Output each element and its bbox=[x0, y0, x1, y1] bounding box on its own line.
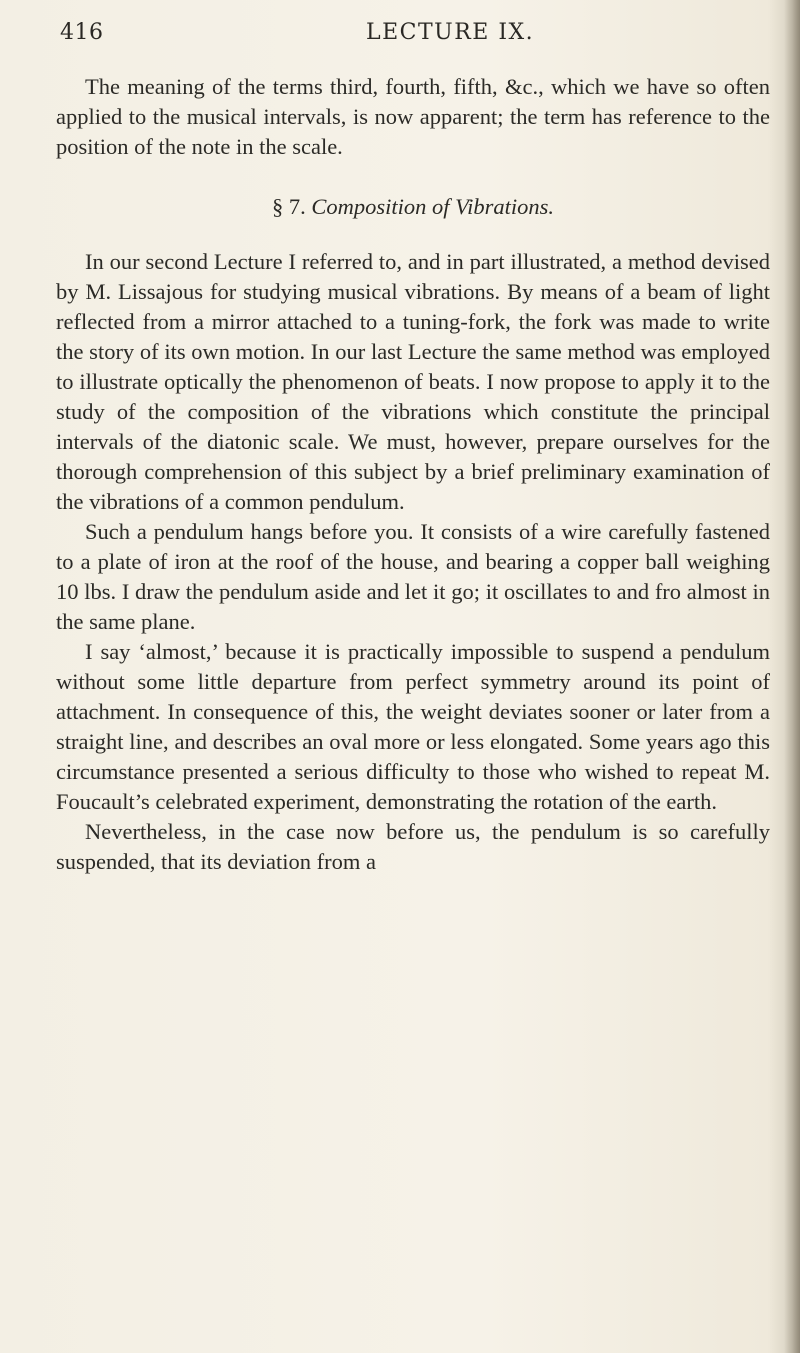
page-header bbox=[60, 16, 760, 56]
paragraph-lissajous: In our second Lecture I referred to, and in part illustrated, a method devised by M. Lissajous for studying musical vibrations. By means of a beam of light reflected from a mirror attached to a tuning-fork, the fork was made to write the story of its own motion. In our last Lecture the same method was employed to illustrate optically the phenomenon of beats. I now propose to apply it to the study of the composition of the vibrations which constitute the principal intervals of the diatonic scale. We must, however, prepare ourselves for the thorough comprehension of this subject by a brief preliminary examination of the vibrations of a common pendulum. bbox=[56, 249, 770, 514]
section-title: Composition of Vibrations. bbox=[311, 194, 555, 219]
section-heading bbox=[56, 192, 770, 222]
page-gutter-shadow bbox=[784, 0, 800, 1353]
paragraph-almost: I say ‘almost,’ because it is practically impossible to suspend a pendulum without some little departure from perfect symmetry around its point of attachment. In consequence of this, the weight deviates sooner or later from a straight line, and describes an oval more or less elongated. Some years ago this circumstance presented a serious difficulty to those who wished to repeat M. Foucault’s celebrated experiment, demonstrating the rotation of the earth. bbox=[56, 639, 770, 814]
paragraph-nevertheless: Nevertheless, in the case now before us, the pendulum is so carefully suspended, that its deviation from a bbox=[56, 819, 770, 874]
paragraph-pendulum: Such a pendulum hangs before you. It consists of a wire carefully fastened to a plate of iron at the roof of the house, and bearing a copper ball weighing 10 lbs. I draw the pendulum aside and let it go; it oscillates to and fro almost in the same plane. bbox=[56, 519, 770, 634]
paragraph-intervals: The meaning of the terms third, fourth, fifth, &c., which we have so often applied to the musical intervals, is now apparent; the term has reference to the position of the note in the scale. bbox=[56, 74, 770, 159]
page-number: 416 bbox=[60, 20, 104, 45]
body-text bbox=[56, 72, 770, 877]
section-number: § 7. bbox=[271, 194, 306, 219]
running-head: LECTURE IX. bbox=[366, 20, 535, 45]
